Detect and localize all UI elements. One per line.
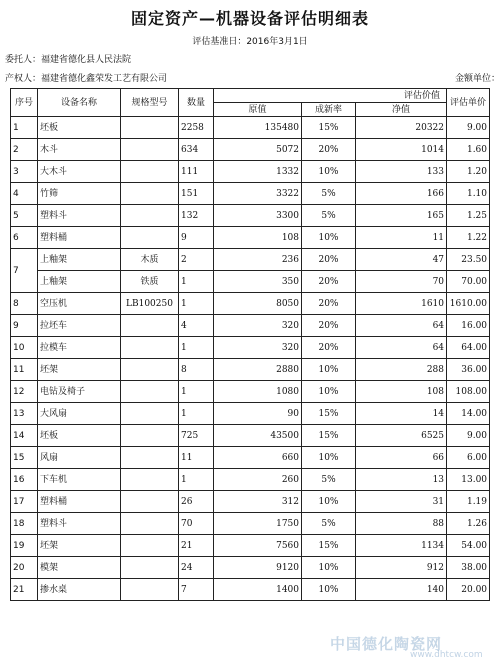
- asset-table: [10, 88, 490, 601]
- net-cell: 13: [356, 469, 447, 491]
- seq-cell: 3: [11, 161, 38, 183]
- rate-cell: 15%: [302, 425, 356, 447]
- price-cell: 1.60: [447, 139, 490, 161]
- seq-cell: 14: [11, 425, 38, 447]
- model-cell: [121, 513, 179, 535]
- rate-cell: 20%: [302, 249, 356, 271]
- net-cell: 14: [356, 403, 447, 425]
- qty-cell: 111: [179, 161, 214, 183]
- qty-cell: 151: [179, 183, 214, 205]
- model-cell: [121, 315, 179, 337]
- page-title: 固定资产—机器设备评估明细表: [130, 9, 369, 28]
- qty-cell: 1: [179, 381, 214, 403]
- table-row: [11, 139, 490, 161]
- rate-cell: 10%: [302, 381, 356, 403]
- price-cell: 6.00: [447, 447, 490, 469]
- original-cell: 312: [214, 491, 302, 513]
- net-cell: 912: [356, 557, 447, 579]
- seq-cell: 10: [11, 337, 38, 359]
- seq-cell: 21: [11, 579, 38, 601]
- name-cell: 坯架: [38, 535, 121, 557]
- rate-cell: 5%: [302, 469, 356, 491]
- table-row: [11, 425, 490, 447]
- price-cell: 1.26: [447, 513, 490, 535]
- original-cell: 3322: [214, 183, 302, 205]
- rate-cell: 5%: [302, 183, 356, 205]
- seq-cell: 2: [11, 139, 38, 161]
- table-row: [11, 205, 490, 227]
- property-owner: 产权人：福建省德化鑫荣发工艺有限公司: [5, 74, 168, 84]
- price-cell: 20.00: [447, 579, 490, 601]
- price-cell: 1.19: [447, 491, 490, 513]
- name-cell: 木斗: [38, 139, 121, 161]
- price-cell: 108.00: [447, 381, 490, 403]
- qty-cell: 1: [179, 293, 214, 315]
- original-cell: 320: [214, 337, 302, 359]
- rate-cell: 10%: [302, 579, 356, 601]
- original-cell: 1400: [214, 579, 302, 601]
- price-cell: 16.00: [447, 315, 490, 337]
- name-cell: 电钻及椅子: [38, 381, 121, 403]
- model-cell: 木质: [121, 249, 179, 271]
- qty-cell: 26: [179, 491, 214, 513]
- valuation-date: 评估基准日：2016年3月1日: [192, 37, 308, 47]
- rate-cell: 20%: [302, 337, 356, 359]
- qty-cell: 24: [179, 557, 214, 579]
- net-cell: 6525: [356, 425, 447, 447]
- original-cell: 1080: [214, 381, 302, 403]
- rate-cell: 10%: [302, 557, 356, 579]
- name-cell: 塑料斗: [38, 205, 121, 227]
- rate-cell: 15%: [302, 117, 356, 139]
- model-cell: [121, 161, 179, 183]
- rate-cell: 10%: [302, 491, 356, 513]
- name-cell: 塑料桶: [38, 491, 121, 513]
- qty-cell: 2: [179, 249, 214, 271]
- name-cell: 坯板: [38, 425, 121, 447]
- table-row: [11, 403, 490, 425]
- original-cell: 7560: [214, 535, 302, 557]
- original-cell: 8050: [214, 293, 302, 315]
- original-cell: 5072: [214, 139, 302, 161]
- rate-cell: 5%: [302, 205, 356, 227]
- name-cell: 掺水桌: [38, 579, 121, 601]
- seq-cell: 11: [11, 359, 38, 381]
- price-cell: 14.00: [447, 403, 490, 425]
- name-cell: 下车机: [38, 469, 121, 491]
- rate-cell: 10%: [302, 227, 356, 249]
- model-cell: [121, 535, 179, 557]
- net-cell: 1610: [356, 293, 447, 315]
- model-cell: [121, 381, 179, 403]
- model-cell: LB100250: [121, 293, 179, 315]
- seq-cell: 12: [11, 381, 38, 403]
- seq-cell: 1: [11, 117, 38, 139]
- table-row: [11, 469, 490, 491]
- table-row: [11, 447, 490, 469]
- net-cell: 108: [356, 381, 447, 403]
- name-cell: 上釉架: [38, 249, 121, 271]
- seq-cell: 9: [11, 315, 38, 337]
- model-cell: [121, 579, 179, 601]
- net-cell: 20322: [356, 117, 447, 139]
- col-unit-price: 评估单价: [447, 89, 490, 117]
- original-cell: 2880: [214, 359, 302, 381]
- table-row: [11, 359, 490, 381]
- model-cell: [121, 447, 179, 469]
- qty-cell: 8: [179, 359, 214, 381]
- col-model: 规格型号: [121, 89, 179, 117]
- price-cell: 54.00: [447, 535, 490, 557]
- original-cell: 260: [214, 469, 302, 491]
- name-cell: 大木斗: [38, 161, 121, 183]
- name-cell: 塑料斗: [38, 513, 121, 535]
- price-cell: 1.10: [447, 183, 490, 205]
- rate-cell: 10%: [302, 161, 356, 183]
- table-row: [11, 117, 490, 139]
- table-row: [11, 183, 490, 205]
- price-cell: 1.22: [447, 227, 490, 249]
- original-cell: 9120: [214, 557, 302, 579]
- net-cell: 66: [356, 447, 447, 469]
- original-cell: 1332: [214, 161, 302, 183]
- qty-cell: 70: [179, 513, 214, 535]
- name-cell: 拉模车: [38, 337, 121, 359]
- original-cell: 236: [214, 249, 302, 271]
- amount-unit: 金额单位：: [455, 74, 500, 84]
- table-row: [11, 491, 490, 513]
- original-cell: 660: [214, 447, 302, 469]
- table-row: [11, 249, 490, 271]
- rate-cell: 10%: [302, 447, 356, 469]
- qty-cell: 1: [179, 403, 214, 425]
- model-cell: [121, 403, 179, 425]
- rate-cell: 15%: [302, 535, 356, 557]
- model-cell: [121, 491, 179, 513]
- name-cell: 大风扇: [38, 403, 121, 425]
- model-cell: [121, 183, 179, 205]
- table-row: [11, 337, 490, 359]
- original-cell: 108: [214, 227, 302, 249]
- price-cell: 70.00: [447, 271, 490, 293]
- qty-cell: 2258: [179, 117, 214, 139]
- entrusting-party: 委托人：福建省德化县人民法院: [5, 55, 132, 65]
- original-cell: 135480: [214, 117, 302, 139]
- price-cell: 1.25: [447, 205, 490, 227]
- rate-cell: 5%: [302, 513, 356, 535]
- rate-cell: 20%: [302, 315, 356, 337]
- name-cell: 风扇: [38, 447, 121, 469]
- table-row: [11, 315, 490, 337]
- col-qty: 数量: [179, 89, 214, 117]
- net-cell: 64: [356, 337, 447, 359]
- model-cell: [121, 359, 179, 381]
- net-cell: 70: [356, 271, 447, 293]
- price-cell: 64.00: [447, 337, 490, 359]
- name-cell: 空压机: [38, 293, 121, 315]
- seq-cell: 20: [11, 557, 38, 579]
- model-cell: [121, 227, 179, 249]
- table-row: [11, 557, 490, 579]
- table-row: [11, 381, 490, 403]
- col-name: 设备名称: [38, 89, 121, 117]
- table-row: [11, 271, 490, 293]
- net-cell: 140: [356, 579, 447, 601]
- name-cell: 竹筛: [38, 183, 121, 205]
- col-value-group: 评估价值: [214, 89, 447, 103]
- net-cell: 11: [356, 227, 447, 249]
- price-cell: 9.00: [447, 425, 490, 447]
- seq-cell: 4: [11, 183, 38, 205]
- qty-cell: 7: [179, 579, 214, 601]
- col-seq: 序号: [11, 89, 38, 117]
- net-cell: 288: [356, 359, 447, 381]
- net-cell: 64: [356, 315, 447, 337]
- original-cell: 320: [214, 315, 302, 337]
- name-cell: 模架: [38, 557, 121, 579]
- seq-cell: 18: [11, 513, 38, 535]
- seq-cell: 6: [11, 227, 38, 249]
- rate-cell: 20%: [302, 139, 356, 161]
- qty-cell: 11: [179, 447, 214, 469]
- model-cell: [121, 139, 179, 161]
- model-cell: 铁质: [121, 271, 179, 293]
- name-cell: 塑料桶: [38, 227, 121, 249]
- qty-cell: 1: [179, 337, 214, 359]
- net-cell: 1014: [356, 139, 447, 161]
- seq-cell: 19: [11, 535, 38, 557]
- qty-cell: 725: [179, 425, 214, 447]
- original-cell: 350: [214, 271, 302, 293]
- original-cell: 3300: [214, 205, 302, 227]
- net-cell: 165: [356, 205, 447, 227]
- watermark-url: www.dhtcw.com: [410, 650, 483, 660]
- qty-cell: 1: [179, 271, 214, 293]
- model-cell: [121, 205, 179, 227]
- col-original: 原值: [214, 103, 302, 117]
- net-cell: 88: [356, 513, 447, 535]
- model-cell: [121, 117, 179, 139]
- price-cell: 13.00: [447, 469, 490, 491]
- model-cell: [121, 425, 179, 447]
- net-cell: 47: [356, 249, 447, 271]
- name-cell: 坯架: [38, 359, 121, 381]
- qty-cell: 634: [179, 139, 214, 161]
- table-row: [11, 161, 490, 183]
- net-cell: 166: [356, 183, 447, 205]
- price-cell: 23.50: [447, 249, 490, 271]
- price-cell: 9.00: [447, 117, 490, 139]
- table-row: [11, 535, 490, 557]
- net-cell: 1134: [356, 535, 447, 557]
- qty-cell: 21: [179, 535, 214, 557]
- qty-cell: 4: [179, 315, 214, 337]
- qty-cell: 1: [179, 469, 214, 491]
- name-cell: 上釉架: [38, 271, 121, 293]
- col-newness: 成新率: [302, 103, 356, 117]
- net-cell: 31: [356, 491, 447, 513]
- rate-cell: 20%: [302, 293, 356, 315]
- col-net: 净值: [356, 103, 447, 117]
- model-cell: [121, 557, 179, 579]
- seq-cell: 13: [11, 403, 38, 425]
- original-cell: 43500: [214, 425, 302, 447]
- table-row: [11, 293, 490, 315]
- table-row: [11, 579, 490, 601]
- model-cell: [121, 337, 179, 359]
- seq-cell: 5: [11, 205, 38, 227]
- seq-cell: 16: [11, 469, 38, 491]
- model-cell: [121, 469, 179, 491]
- price-cell: 36.00: [447, 359, 490, 381]
- seq-cell: 7: [11, 249, 38, 293]
- original-cell: 90: [214, 403, 302, 425]
- price-cell: 1.20: [447, 161, 490, 183]
- original-cell: 1750: [214, 513, 302, 535]
- price-cell: 38.00: [447, 557, 490, 579]
- name-cell: 拉坯车: [38, 315, 121, 337]
- net-cell: 133: [356, 161, 447, 183]
- header-row: [11, 89, 490, 103]
- table-row: [11, 227, 490, 249]
- name-cell: 坯板: [38, 117, 121, 139]
- rate-cell: 20%: [302, 271, 356, 293]
- seq-cell: 15: [11, 447, 38, 469]
- seq-cell: 17: [11, 491, 38, 513]
- seq-cell: 8: [11, 293, 38, 315]
- qty-cell: 132: [179, 205, 214, 227]
- rate-cell: 15%: [302, 403, 356, 425]
- rate-cell: 10%: [302, 359, 356, 381]
- watermark-logo: 中国德化陶瓷网: [330, 635, 443, 653]
- table-row: [11, 513, 490, 535]
- qty-cell: 9: [179, 227, 214, 249]
- price-cell: 1610.00: [447, 293, 490, 315]
